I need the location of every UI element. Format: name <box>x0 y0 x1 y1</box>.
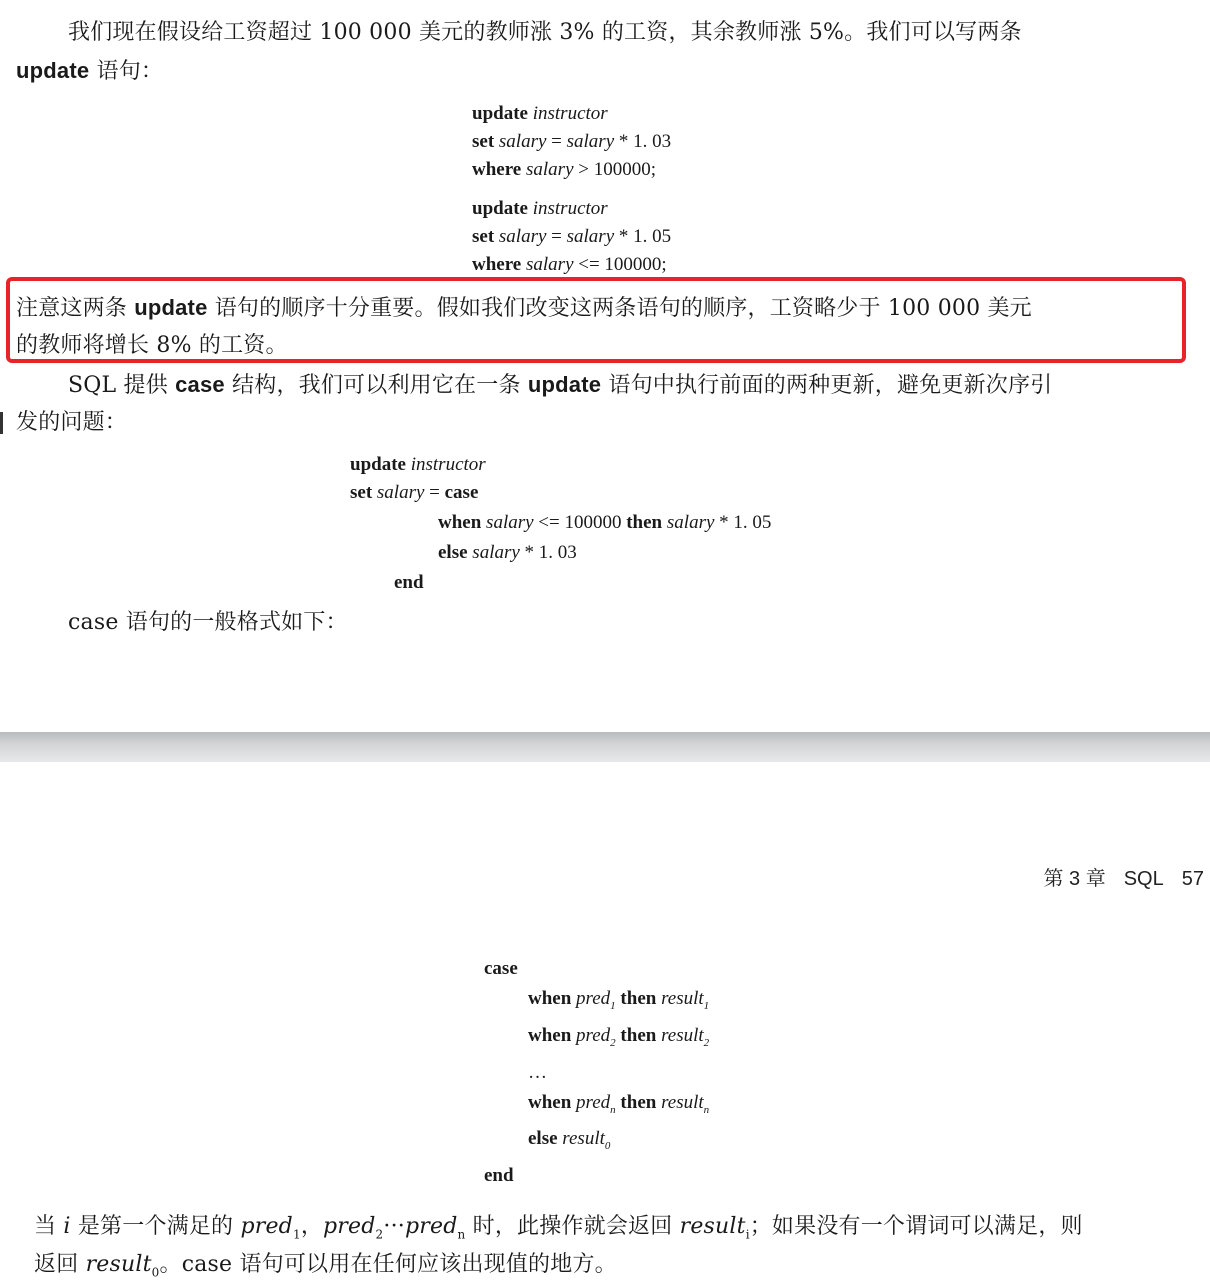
note-paragraph <box>16 289 1032 328</box>
code-operator: = <box>546 131 567 152</box>
code-identifier: salary <box>376 482 425 503</box>
sql-text: SQL 提供 <box>68 373 176 398</box>
sql-text: 结构，我们可以利用它在一条 <box>224 373 528 398</box>
final-text: 当 <box>34 1214 64 1239</box>
note-text: 的教师将增长 8% 的工资。 <box>16 333 288 358</box>
subscript: i <box>745 1227 750 1242</box>
code-value: <= 100000; <box>573 254 667 275</box>
subscript: 2 <box>703 1036 710 1049</box>
code-identifier: salary <box>472 542 520 563</box>
code-keyword: end <box>484 1165 514 1187</box>
code-identifier: instructor <box>532 198 608 219</box>
subscript: 0 <box>604 1140 611 1153</box>
code-keyword: update <box>472 198 528 219</box>
code-keyword: update <box>472 103 528 124</box>
code-keyword: when <box>528 1024 572 1046</box>
intro-paragraph <box>68 14 1022 52</box>
final-text: ， <box>300 1214 324 1239</box>
subscript: n <box>610 1103 616 1116</box>
running-head <box>1025 862 1204 891</box>
subscript: 2 <box>610 1036 616 1049</box>
page-bottom <box>0 762 1210 1287</box>
intro-paragraph-line2 <box>16 52 163 91</box>
code-keyword: set <box>472 131 495 152</box>
chapter-title: SQL <box>1123 868 1164 890</box>
code-value: > 100000; <box>573 159 656 180</box>
general-format-text: case 语句的一般格式如下： <box>68 610 348 635</box>
final-text: ··· <box>383 1214 405 1239</box>
code-identifier: pred <box>576 1024 611 1046</box>
code-identifier: salary <box>566 226 615 247</box>
code-keyword: else <box>438 542 468 563</box>
note-paragraph-line2 <box>16 327 288 365</box>
code-keyword: when <box>528 1091 572 1113</box>
code-identifier: salary <box>498 226 547 247</box>
math-var: result <box>679 1214 746 1239</box>
subscript: 2 <box>375 1227 384 1242</box>
math-var: pred <box>240 1214 293 1239</box>
code-identifier: result <box>562 1128 605 1150</box>
code-keyword: when <box>528 988 572 1009</box>
code-identifier: instructor <box>532 103 608 124</box>
code-keyword: then <box>620 1091 657 1113</box>
code-keyword: when <box>438 512 482 533</box>
final-text: 是第一个满足的 <box>70 1214 241 1239</box>
code-keyword: set <box>472 226 495 247</box>
code-keyword: case <box>444 482 479 503</box>
code-identifier: result <box>661 1091 704 1113</box>
final-text: ；如果没有一个谓词可以满足，则 <box>749 1214 1083 1239</box>
margin-mark <box>0 412 3 434</box>
code-identifier: salary <box>526 159 574 180</box>
code-identifier: salary <box>566 131 615 152</box>
code-identifier: result <box>661 1024 704 1046</box>
ellipsis: … <box>528 1061 547 1083</box>
code-value: <= 100000 <box>533 512 627 533</box>
code-keyword: update <box>350 454 406 475</box>
code-operator: = <box>546 226 567 247</box>
subscript: 1 <box>703 999 710 1012</box>
keyword-case: case <box>175 372 225 397</box>
final-text: 。case 语句可以用在任何应该出现值的地方。 <box>159 1252 617 1277</box>
code-block-two-updates <box>472 100 671 279</box>
code-keyword: else <box>528 1128 558 1150</box>
subscript: n <box>703 1103 710 1116</box>
code-value: * 1. 05 <box>714 512 772 533</box>
sql-text: 发的问题： <box>16 410 128 435</box>
code-identifier: salary <box>526 254 574 275</box>
sql-text: 语句中执行前面的两种更新，避免更新次序引 <box>601 373 1053 398</box>
code-value: * 1. 05 <box>614 226 672 247</box>
subscript: 1 <box>292 1227 301 1242</box>
code-keyword: end <box>394 572 424 593</box>
code-identifier: salary <box>498 131 547 152</box>
page-separator <box>0 732 1210 762</box>
math-var: result <box>85 1252 152 1277</box>
general-format-line <box>68 604 348 642</box>
code-operator: = <box>424 482 445 503</box>
intro-line2-text: 语句： <box>89 59 164 84</box>
code-keyword: then <box>626 512 663 533</box>
subscript: n <box>457 1227 466 1242</box>
keyword-update: update <box>527 372 602 397</box>
code-identifier: pred <box>576 988 611 1009</box>
subscript: 0 <box>151 1265 160 1280</box>
code-block-case-general <box>484 954 709 1191</box>
code-identifier: pred <box>576 1091 611 1113</box>
code-keyword: set <box>350 482 373 503</box>
code-block-case-update <box>350 451 771 597</box>
note-text: 语句的顺序十分重要。假如我们改变这两条语句的顺序，工资略少于 100 000 美元 <box>207 296 1032 321</box>
keyword-update: update <box>134 295 208 320</box>
code-keyword: where <box>472 159 522 180</box>
code-keyword: then <box>620 1024 657 1046</box>
math-var: i <box>63 1214 71 1239</box>
code-identifier: salary <box>486 512 534 533</box>
final-text: 时，此操作就会返回 <box>465 1214 680 1239</box>
page-number: 57 <box>1181 868 1204 890</box>
chapter-label: 第 3 章 <box>1043 868 1106 890</box>
keyword-update: update <box>16 58 90 83</box>
math-var: pred <box>323 1214 376 1239</box>
code-keyword: where <box>472 254 522 275</box>
sql-case-paragraph <box>68 366 1052 405</box>
code-keyword: then <box>620 988 657 1009</box>
code-keyword: case <box>484 958 518 979</box>
code-value: * 1. 03 <box>519 542 577 563</box>
note-text: 注意这两条 <box>16 296 135 321</box>
code-identifier: instructor <box>410 454 486 475</box>
final-paragraph-line2 <box>34 1246 617 1287</box>
code-identifier: result <box>661 988 704 1009</box>
intro-line1: 我们现在假设给工资超过 100 000 美元的教师涨 3% 的工资，其余教师涨 5%。我们可以写两条 <box>68 20 1022 45</box>
math-var: pred <box>404 1214 458 1239</box>
sql-case-paragraph-line2 <box>16 404 127 442</box>
code-value: * 1. 03 <box>614 131 672 152</box>
code-identifier: salary <box>666 512 715 533</box>
subscript: 1 <box>610 999 616 1012</box>
final-text: 返回 <box>34 1252 86 1277</box>
